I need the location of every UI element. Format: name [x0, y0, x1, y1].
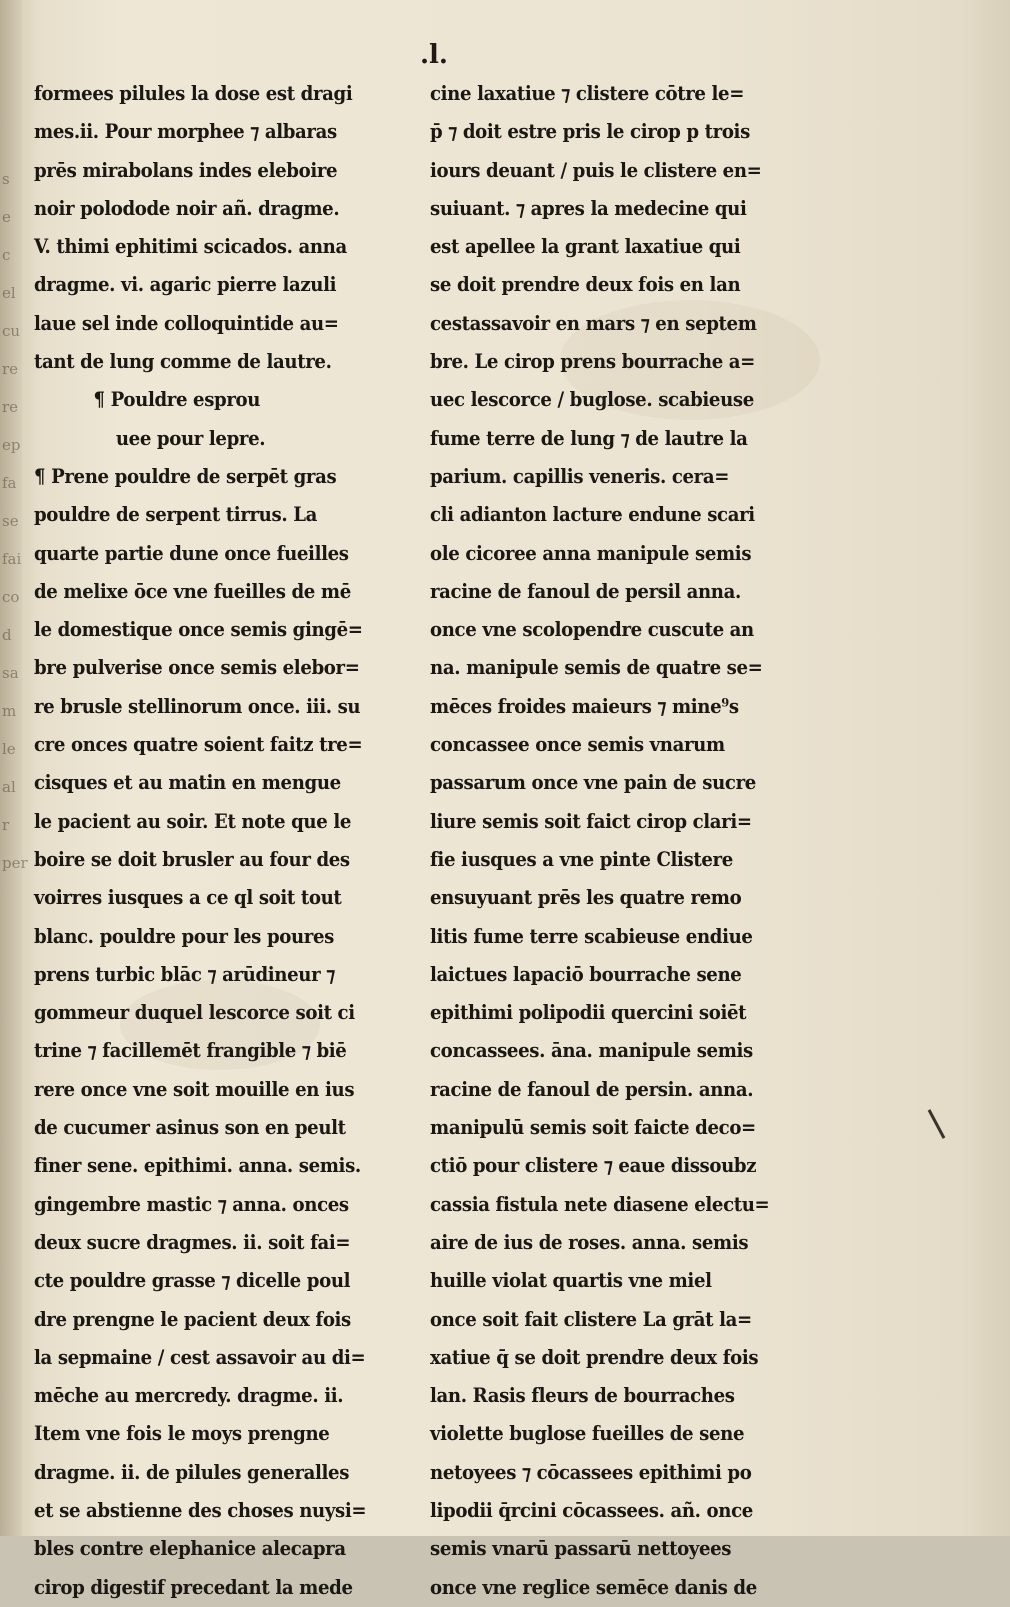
text-line: semis vnarū passarū nettoyees: [430, 1537, 732, 1561]
text-line: lan. Rasis fleurs de bourraches: [430, 1384, 735, 1408]
text-line: fie iusques a vne pinte Clistere: [430, 847, 733, 871]
text-line: deux sucre dragmes. ii. soit fai=: [34, 1230, 351, 1254]
text-line: iours deuant / puis le clistere en=: [430, 158, 762, 182]
text-line: tant de lung comme de lautre.: [34, 350, 332, 374]
margin-mark: [928, 1109, 946, 1139]
text-line: uee pour lepre.: [115, 426, 266, 450]
text-line: dragme. vi. agaric pierre lazuli: [34, 273, 337, 297]
text-line: laictues lapaciō bourrache sene: [430, 962, 742, 986]
text-line: uec lescorce / buglose. scabieuse: [430, 388, 754, 412]
text-line: gommeur duquel lescorce soit ci: [34, 1001, 355, 1025]
text-line: racine de fanoul de persil anna.: [430, 579, 741, 603]
text-line: manipulū semis soit faicte deco=: [430, 1116, 756, 1140]
text-line: laue sel inde colloquintide au=: [34, 311, 339, 335]
text-line: na. manipule semis de quatre se=: [430, 656, 763, 680]
text-line: mēces froides maieurs ⁊ mine⁹s: [430, 694, 739, 718]
text-line: le domestique once semis gingē=: [34, 618, 363, 642]
text-line: mes.ii. Pour morphee ⁊ albaras: [34, 120, 337, 144]
text-line: concassee once semis vnarum: [430, 733, 725, 757]
text-line: est apellee la grant laxatiue qui: [430, 235, 741, 259]
text-line: gingembre mastic ⁊ anna. onces: [34, 1192, 349, 1216]
text-line: boire se doit brusler au four des: [34, 847, 350, 871]
text-line: xatiue q̄ se doit prendre deux fois: [430, 1345, 759, 1369]
text-line: le pacient au soir. Et note que le: [34, 809, 351, 833]
text-line: cassia fistula nete diasene electu=: [430, 1192, 770, 1216]
text-line: ¶ Pouldre esprou: [93, 388, 261, 412]
text-line: finer sene. epithimi. anna. semis.: [34, 1154, 361, 1178]
text-line: violette buglose fueilles de sene: [430, 1422, 745, 1446]
text-line: prēs mirabolans indes eleboire: [34, 158, 338, 182]
text-line: lipodii q̄rcini cōcassees. añ. once: [430, 1498, 753, 1522]
text-line: trine ⁊ facillemēt frangible ⁊ biē: [34, 1039, 347, 1063]
folio-number: .l.: [420, 40, 448, 70]
text-line: aire de ius de roses. anna. semis: [430, 1230, 749, 1254]
text-line: ctiō pour clistere ⁊ eaue dissoubz: [430, 1154, 757, 1178]
text-line: mēche au mercredy. dragme. ii.: [34, 1384, 344, 1408]
text-line: voirres iusques a ce ql soit tout: [34, 886, 342, 910]
text-line: p̄ ⁊ doit estre pris le cirop p trois: [430, 120, 750, 144]
facing-page-bleed: s e c el cu re re ep fa se fai co d sa m le al r per: [2, 170, 28, 872]
text-line: blanc. pouldre pour les poures: [34, 924, 334, 948]
text-line: cli adianton lacture endune scari: [430, 503, 755, 527]
text-line: formees pilules la dose est dragi: [34, 82, 353, 105]
text-line: V. thimi ephitimi scicados. anna: [34, 235, 347, 259]
text-line: cte pouldre grasse ⁊ dicelle poul: [34, 1269, 351, 1293]
text-line: bre pulverise once semis elebor=: [34, 656, 360, 680]
text-line: racine de fanoul de persin. anna.: [430, 1077, 754, 1101]
text-line: la sepmaine / cest assavoir au di=: [34, 1345, 366, 1369]
text-line: suiuant. ⁊ apres la medecine qui: [430, 196, 747, 220]
text-line: dre prengne le pacient deux fois: [34, 1307, 351, 1331]
text-line: parium. capillis veneris. cera=: [430, 464, 730, 488]
text-line: concassees. āna. manipule semis: [430, 1039, 753, 1063]
text-line: bre. Le cirop prens bourrache a=: [430, 350, 756, 374]
right-text-column: [430, 75, 830, 1607]
text-line: cisques et au matin en mengue: [34, 771, 341, 795]
text-line: se doit prendre deux fois en lan: [430, 273, 741, 297]
text-line: litis fume terre scabieuse endiue: [430, 924, 753, 948]
text-line: prens turbic blāc ⁊ arūdineur ⁊: [34, 962, 335, 986]
text-line: once vne reglice semēce danis de: [430, 1575, 757, 1599]
text-line: cestassavoir en mars ⁊ en septem: [430, 311, 757, 335]
text-line: once soit fait clistere La grāt la=: [430, 1307, 752, 1331]
text-line: Item vne fois le moys prengne: [34, 1422, 330, 1446]
text-line: bles contre elephanice alecapra: [34, 1537, 346, 1561]
text-line: ole cicoree anna manipule semis: [430, 541, 752, 565]
text-line: fume terre de lung ⁊ de lautre la: [430, 426, 748, 450]
text-line: de melixe ōce vne fueilles de mē: [34, 579, 351, 603]
text-line: huille violat quartis vne miel: [430, 1269, 712, 1293]
text-line: cirop digestif precedant la mede: [34, 1575, 353, 1599]
text-line: passarum once vne pain de sucre: [430, 771, 756, 795]
text-line: ensuyuant prēs les quatre remo: [430, 886, 742, 910]
text-line: quarte partie dune once fueilles: [34, 541, 349, 565]
text-line: once vne scolopendre cuscute an: [430, 618, 754, 642]
text-line: cre onces quatre soient faitz tre=: [34, 733, 363, 757]
left-text-column: [34, 75, 424, 1607]
text-line: noir polodode noir añ. dragme.: [34, 196, 340, 220]
text-line: pouldre de serpent tirrus. La: [34, 503, 317, 527]
text-line: liure semis soit faict cirop clari=: [430, 809, 752, 833]
text-line: epithimi polipodii quercini soiēt: [430, 1001, 747, 1025]
text-line: rere once vne soit mouille en ius: [34, 1077, 355, 1101]
text-line: netoyees ⁊ cōcassees epithimi po: [430, 1460, 752, 1484]
text-line: ¶ Prene pouldre de serpēt gras: [34, 464, 337, 488]
text-line: cine laxatiue ⁊ clistere cōtre le=: [430, 82, 745, 105]
text-line: de cucumer asinus son en peult: [34, 1116, 346, 1140]
text-line: re brusle stellinorum once. iii. su: [34, 694, 361, 718]
text-line: dragme. ii. de pilules generalles: [34, 1460, 350, 1484]
text-line: et se abstienne des choses nuysi=: [34, 1498, 367, 1522]
